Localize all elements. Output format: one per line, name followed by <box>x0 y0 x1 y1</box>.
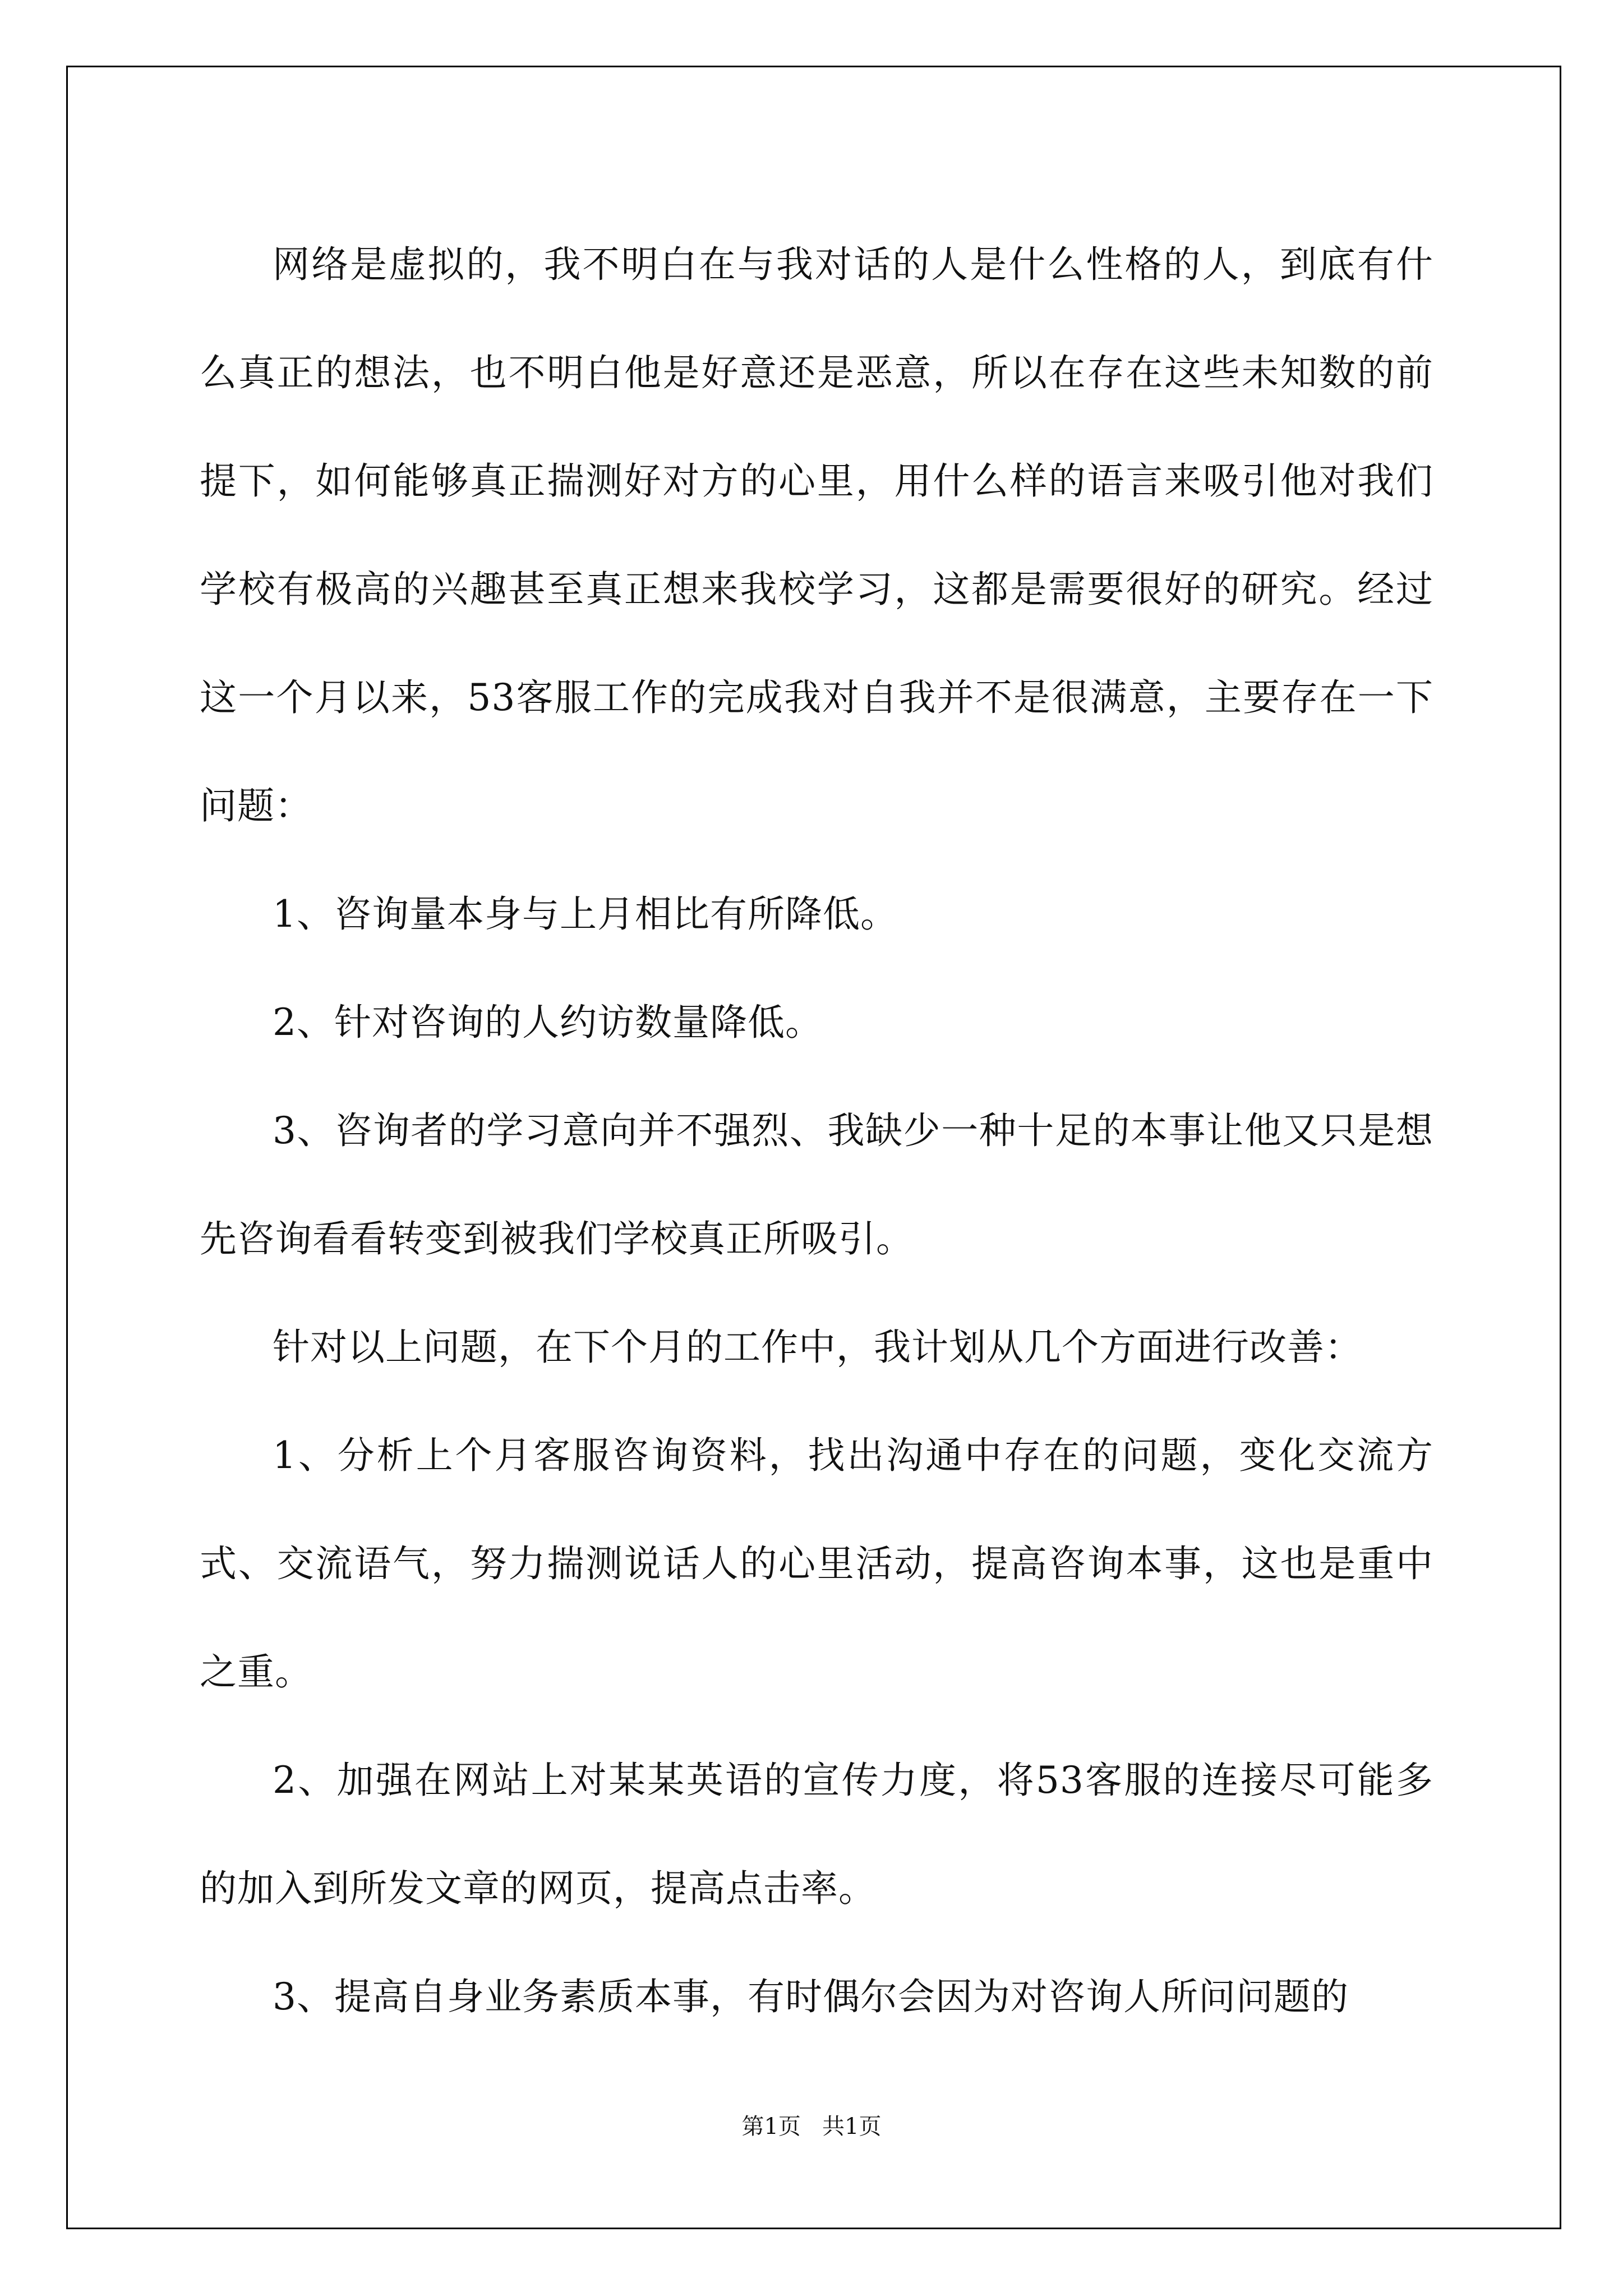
paragraph-problem-2: 2、针对咨询的人约访数量降低。 <box>273 1001 823 1044</box>
document-body <box>200 210 1433 2051</box>
page-footer: 第1页 共1页 <box>741 2114 882 2139</box>
paragraph-plan-3: 3、提高自身业务素质本事，有时偶尔会因为对咨询人所问问题的 <box>273 1975 1349 2018</box>
paragraph-problem-1: 1、咨询量本身与上月相比有所降低。 <box>273 892 898 936</box>
paragraph-plan-1: 1、分析上个月客服咨询资料，找出沟通中存在的问题，变化交流方式、交流语气，努力揣测说话人的心里活动，提高咨询本事，这也是重中之重。 <box>200 1434 1433 1694</box>
paragraph-plan-intro: 针对以上问题，在下个月的工作中，我计划从几个方面进行改善： <box>273 1326 1362 1369</box>
paragraph-intro: 网络是虚拟的，我不明白在与我对话的人是什么性格的人，到底有什么真正的想法，也不明白他是好意还是恶意，所以在存在这些未知数的前提下，如何能够真正揣测好对方的心里，用什么样的语言来吸引他对我们学校有极高的兴趣甚至真正想来我校学习，这都是需要很好的研究。经过这一个月以来，53客服工作的完成我对自我并不是很满意，主要存在一下问题： <box>200 243 1433 827</box>
paragraph-problem-3: 3、咨询者的学习意向并不强烈、我缺少一种十足的本事让他又只是想先咨询看看转变到被我们学校真正所吸引。 <box>200 1109 1433 1260</box>
paragraph-plan-2: 2、加强在网站上对某某英语的宣传力度，将53客服的连接尽可能多的加入到所发文章的网页，提高点击率。 <box>200 1759 1433 1910</box>
